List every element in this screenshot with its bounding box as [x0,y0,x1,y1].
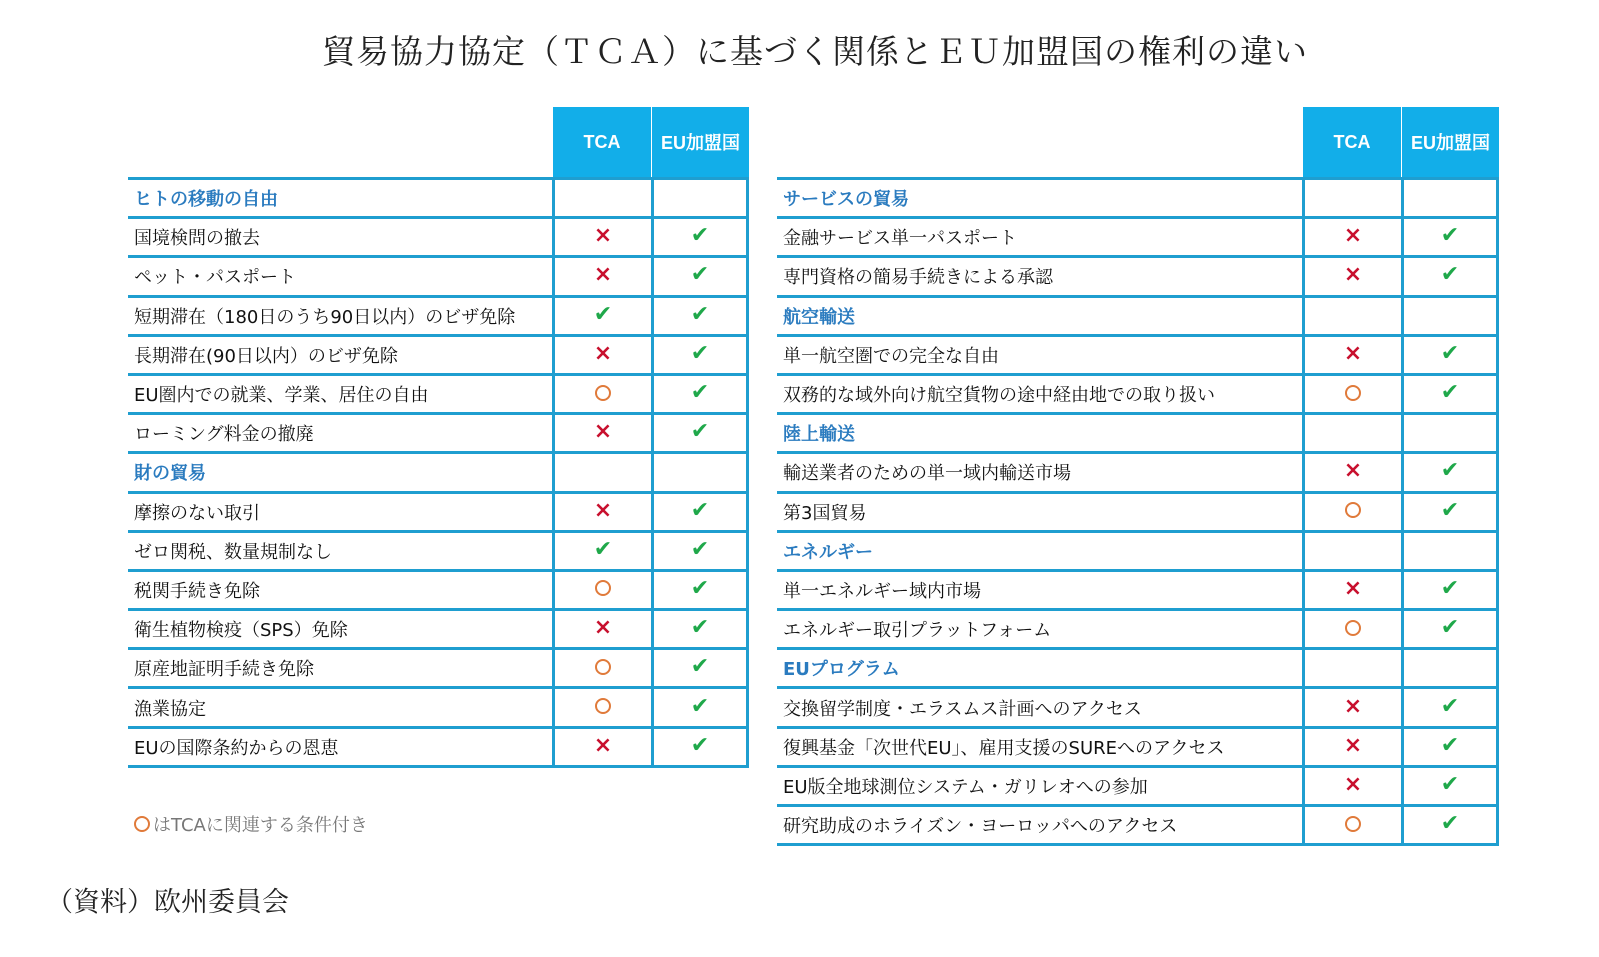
cross-icon: × [1343,732,1363,758]
tca-cell [552,686,651,725]
tca-cell [1302,569,1401,608]
row-label: 国境検問の撤去 [134,228,260,250]
legend-note [134,811,368,837]
circle-icon [595,659,611,675]
cross-icon: × [593,223,613,249]
table-body [128,177,749,768]
eu-cell [1401,804,1499,843]
row-label: 税関手続き免除 [134,580,260,602]
tca-cell [552,295,651,334]
category-row [128,177,749,216]
circle-icon [134,816,150,832]
cross-icon: × [593,419,613,445]
left-comparison-table [128,107,749,768]
circle-icon [1345,502,1361,518]
tca-cell [1302,295,1401,334]
row-label: 研究助成のホライズン・ヨーロッパへのアクセス [783,816,1178,837]
table-row [777,804,1499,846]
category-row [777,177,1499,216]
row-label: ゼロ関税、数量規制なし [134,541,332,563]
cross-icon: × [593,615,613,641]
cross-icon: × [1343,458,1363,484]
check-icon: ✔ [1440,693,1460,719]
eu-cell [1401,373,1499,412]
table-row [777,765,1499,804]
cross-icon: × [593,497,613,523]
table-row [128,647,749,686]
eu-cell [651,295,749,334]
eu-cell [1401,216,1499,255]
eu-cell [1401,334,1499,373]
row-label: 衛生植物検疫（SPS）免除 [134,620,348,642]
check-icon: ✔ [1440,340,1460,366]
table-row [777,569,1499,608]
tca-cell [552,255,651,294]
table-row [777,216,1499,255]
table-row [128,608,749,647]
eu-cell [1401,569,1499,608]
category-label: EUプログラム [783,659,900,681]
eu-cell [651,491,749,530]
category-row [777,647,1499,686]
check-icon: ✔ [690,380,710,406]
table-row [777,451,1499,490]
check-icon: ✔ [593,536,613,562]
table-row [128,373,749,412]
tca-cell [552,451,651,490]
table-row [128,569,749,608]
eu-cell [1401,608,1499,647]
category-row [777,530,1499,569]
row-label: EUの国際条約からの恩恵 [134,737,339,759]
row-label: 漁業協定 [134,698,206,720]
row-label: 摩擦のない取引 [134,502,260,524]
check-icon: ✔ [690,693,710,719]
eu-cell [651,216,749,255]
category-row [128,451,749,490]
check-icon: ✔ [1440,575,1460,601]
eu-cell [1401,295,1499,334]
column-header-eu: EU加盟国 [652,107,749,177]
eu-cell [651,569,749,608]
row-label: 短期滞在（180日のうち90日以内）のビザ免除 [134,306,516,328]
cross-icon: × [1343,771,1363,797]
table-row [128,334,749,373]
circle-icon [595,698,611,714]
eu-cell [651,177,749,216]
check-icon: ✔ [1440,380,1460,406]
row-label: 単一エネルギー域内市場 [783,580,981,602]
check-icon: ✔ [690,536,710,562]
right-comparison-table [777,107,1499,846]
row-label: 双務的な域外向け航空貨物の途中経由地での取り扱い [783,385,1215,407]
tca-cell [1302,608,1401,647]
eu-cell [651,412,749,451]
tca-cell [1302,216,1401,255]
row-label: 第3国貿易 [783,502,867,524]
check-icon: ✔ [690,262,710,288]
row-label: EU版全地球測位システム・ガリレオへの参加 [783,776,1148,798]
check-icon: ✔ [690,223,710,249]
eu-cell [1401,491,1499,530]
tca-cell [552,726,651,765]
tca-cell [1302,412,1401,451]
circle-icon [1345,385,1361,401]
table-row [128,295,749,334]
tca-cell [1302,373,1401,412]
table-row [128,686,749,725]
check-icon: ✔ [690,615,710,641]
tca-cell [552,647,651,686]
table-row [777,255,1499,294]
row-label: 長期滞在(90日以内）のビザ免除 [134,345,398,367]
row-label: ペット・パスポート [134,267,296,289]
cross-icon: × [1343,262,1363,288]
circle-icon [1345,816,1361,832]
category-label: 財の貿易 [134,463,206,485]
check-icon: ✔ [1440,223,1460,249]
eu-cell [651,255,749,294]
tca-cell [1302,804,1401,843]
cross-icon: × [1343,223,1363,249]
cross-icon: × [1343,340,1363,366]
check-icon: ✔ [690,575,710,601]
tca-cell [552,334,651,373]
tca-cell [552,412,651,451]
tca-cell [1302,686,1401,725]
column-header-eu: EU加盟国 [1402,107,1499,177]
cross-icon: × [593,732,613,758]
tca-cell [1302,491,1401,530]
row-label: 輸送業者のための単一域内輸送市場 [783,463,1071,485]
tca-cell [552,530,651,569]
eu-cell [651,334,749,373]
category-label: 航空輸送 [783,306,855,328]
tca-cell [1302,726,1401,765]
eu-cell [651,451,749,490]
category-row [777,295,1499,334]
row-label: 単一航空圏での完全な自由 [783,345,999,367]
circle-icon [595,580,611,596]
category-label: エネルギー [783,541,873,563]
column-header-tca: TCA [553,107,651,177]
row-label: 交換留学制度・エラスムス計画へのアクセス [783,698,1142,720]
table-row [128,491,749,530]
row-label: エネルギー取引プラットフォーム [783,620,1052,642]
eu-cell [651,726,749,765]
eu-cell [1401,530,1499,569]
cross-icon: × [1343,693,1363,719]
tca-cell [552,177,651,216]
table-row [777,608,1499,647]
row-label: 専門資格の簡易手続きによる承認 [783,267,1053,289]
tca-cell [1302,765,1401,804]
eu-cell [651,608,749,647]
tca-cell [552,491,651,530]
check-icon: ✔ [1440,497,1460,523]
cross-icon: × [1343,575,1363,601]
row-label: ローミング料金の撤廃 [134,424,314,446]
table-row [777,334,1499,373]
check-icon: ✔ [690,497,710,523]
table-body [777,177,1499,846]
category-row [777,412,1499,451]
eu-cell [1401,451,1499,490]
tca-cell [552,608,651,647]
check-icon: ✔ [690,732,710,758]
eu-cell [1401,177,1499,216]
table-row [777,686,1499,725]
check-icon: ✔ [1440,771,1460,797]
tca-cell [1302,647,1401,686]
check-icon: ✔ [1440,262,1460,288]
table-row [128,216,749,255]
row-label: 原産地証明手続き免除 [134,659,314,681]
row-label: 復興基金「次世代EU」、雇用支援のSUREへのアクセス [783,737,1225,759]
table-row [128,726,749,768]
check-icon: ✔ [1440,615,1460,641]
table-row [128,412,749,451]
table-row [128,530,749,569]
tca-cell [552,373,651,412]
tca-cell [1302,255,1401,294]
tca-cell [1302,530,1401,569]
tca-cell [552,569,651,608]
circle-icon [1345,620,1361,636]
check-icon: ✔ [1440,458,1460,484]
legend-note-text: はTCAに関連する条件付き [153,815,368,836]
check-icon: ✔ [690,654,710,680]
eu-cell [1401,412,1499,451]
eu-cell [651,530,749,569]
page-title: 貿易協力協定（ＴＣＡ）に基づく関係とＥＵ加盟国の権利の違い [322,32,1308,71]
circle-icon [595,385,611,401]
check-icon: ✔ [593,301,613,327]
check-icon: ✔ [690,301,710,327]
category-label: ヒトの移動の自由 [134,189,278,211]
eu-cell [1401,647,1499,686]
category-label: サービスの貿易 [783,189,909,211]
table-row [777,373,1499,412]
tca-cell [1302,334,1401,373]
table-header [777,107,1499,177]
check-icon: ✔ [690,340,710,366]
tca-cell [1302,451,1401,490]
eu-cell [1401,255,1499,294]
check-icon: ✔ [1440,811,1460,836]
table-row [777,726,1499,765]
cross-icon: × [593,262,613,288]
check-icon: ✔ [1440,732,1460,758]
source-note: （資料）欧州委員会 [46,887,289,918]
eu-cell [1401,686,1499,725]
table-row [128,255,749,294]
eu-cell [651,686,749,725]
tca-cell [1302,177,1401,216]
eu-cell [651,373,749,412]
row-label: 金融サービス単一パスポート [783,228,1017,250]
tca-cell [552,216,651,255]
column-header-tca: TCA [1303,107,1401,177]
cross-icon: × [593,340,613,366]
eu-cell [1401,765,1499,804]
eu-cell [1401,726,1499,765]
table-row [777,491,1499,530]
row-label: EU圏内での就業、学業、居住の自由 [134,385,429,407]
category-label: 陸上輸送 [783,424,855,446]
eu-cell [651,647,749,686]
check-icon: ✔ [690,419,710,445]
table-header [128,107,749,177]
